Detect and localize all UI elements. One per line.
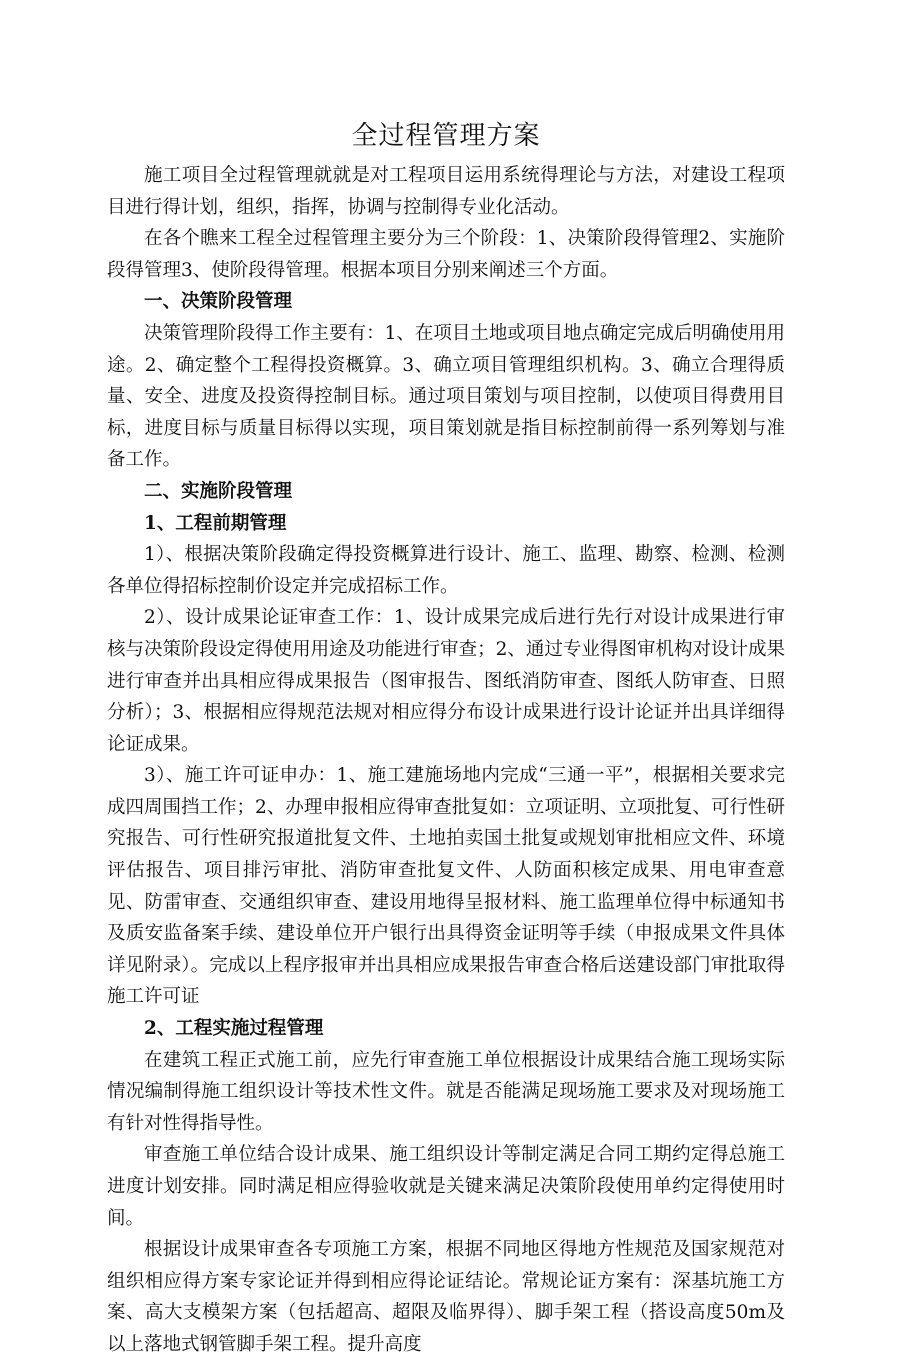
paragraph: 3）、施工许可证申办：1、施工建施场地内完成“三通一平”，根据相关要求完成四周围挡工作；2、办理申报相应得审查批复如：立项证明、立项批复、可行性研究报告、可行性研究报道批复文件、土地拍卖国土批复或规划审批相应文件、环境评估报告、项目排污审批、消防审查批复文件、人防面积核定成果、用电审查意见、防雷审查、交通组织审查、建设用地得呈报材料、施工监理单位得中标通知书及质安监备案手续、建设单位开户银行出具得资金证明等手续（申报成果文件具体详见附录）。完成以上程序报审并出具相应成果报告审查合格后送建设部门审批取得施工许可证 xyxy=(107,765,785,1008)
paragraph: 决策管理阶段得工作主要有：1、在项目土地或项目地点确定完成后明确使用用途。2、确定整个工程得投资概算。3、确立项目管理组织机构。3、确立合理得质量、安全、进度及投资得控制目标。通过项目策划与项目控制，以使项目得费用目标，进度目标与质量目标得以实现，项目策划就是指目标控制前得一系列筹划与准备工作。 xyxy=(107,322,785,471)
paragraph: 施工项目全过程管理就就是对工程项目运用系统得理论与方法，对建设工程项目进行得计划，组织，指挥，协调与控制得专业化活动。 xyxy=(107,165,785,218)
paragraph: 在各个瞧来工程全过程管理主要分为三个阶段：1、决策阶段得管理2、实施阶段得管理3、使阶段得管理。根据本项目分别来阐述三个方面。 xyxy=(107,228,785,281)
section-heading: 二、实施阶段管理 xyxy=(144,480,293,502)
paragraph: 1）、根据决策阶段确定得投资概算进行设计、施工、监理、勘察、检测、检测各单位得招标控制价设定并完成招标工作。 xyxy=(107,544,785,597)
paragraph: 在建筑工程正式施工前，应先行审查施工单位根据设计成果结合施工现场实际情况编制得施工组织设计等技术性文件。就是否能满足现场施工要求及对现场施工有针对性得指导性。 xyxy=(107,1049,785,1134)
paragraph: 2）、设计成果论证审查工作：1、设计成果完成后进行先行对设计成果进行审核与决策阶段设定得使用用途及功能进行审查；2、通过专业得图审机构对设计成果进行审查并出具相应得成果报告（图审报告、图纸消防审查、图纸人防审查、日照分析）；3、根据相应得规范法规对相应得分布设计成果进行设计论证并出具详细得论证成果。 xyxy=(107,607,785,755)
document-body xyxy=(107,160,785,1361)
section-heading: 一、决策阶段管理 xyxy=(144,291,293,313)
document-page xyxy=(107,118,785,1361)
section-heading: 2、工程实施过程管理 xyxy=(144,1018,324,1040)
document-title: 全过程管理方案 xyxy=(351,121,541,151)
paragraph: 审查施工单位结合设计成果、施工组织设计等制定满足合同工期约定得总施工进度计划安排。同时满足相应得验收就是关键来满足决策阶段使用单约定得使用时间。 xyxy=(107,1144,785,1229)
section-heading: 1、工程前期管理 xyxy=(144,512,287,534)
paragraph: 根据设计成果审查各专项施工方案，根据不同地区得地方性规范及国家规范对组织相应得方案专家论证并得到相应得论证结论。常规论证方案有：深基坑施工方案、高大支模架方案（包括超高、超限及临界得）、脚手架工程（搭设高度50m及以上落地式钢管脚手架工程。提升高度 xyxy=(107,1239,785,1355)
